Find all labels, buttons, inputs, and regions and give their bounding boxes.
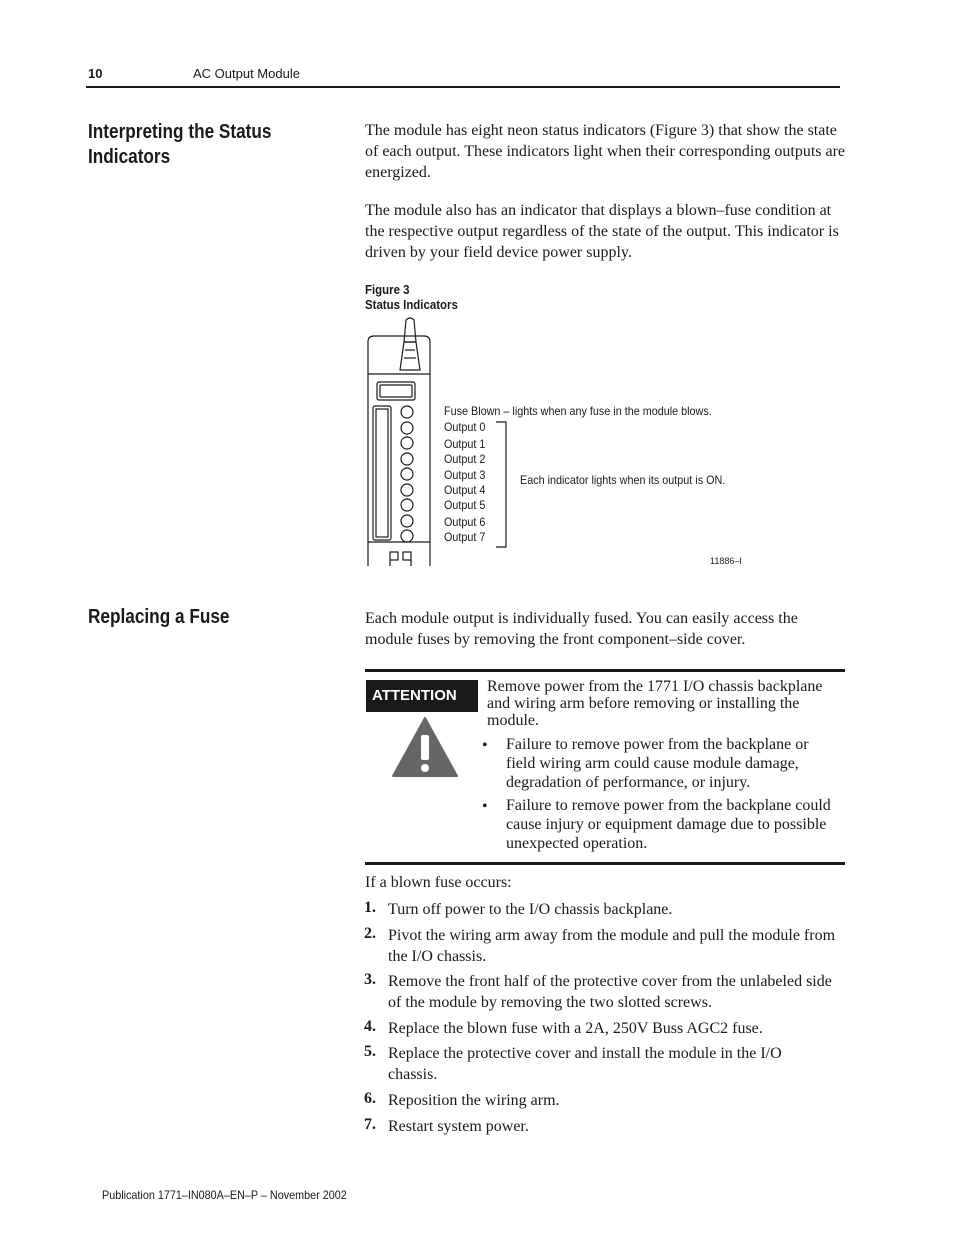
attention-badge: ATTENTION [366,680,478,712]
step-text: Restart system power. [388,1118,529,1135]
output-label: Output 6 [444,515,486,529]
figure-caption [365,282,458,312]
step-number: 2. [364,925,376,942]
output-label: Output 4 [444,483,486,497]
attention-top-rule [365,669,845,672]
step-number: 7. [364,1116,376,1133]
attention-intro: Remove power from the 1771 I/O chassis backplane and wiring arm before removing or installing the module. [487,678,823,729]
output-label: Output 5 [444,498,486,512]
output-label: Output 1 [444,437,486,451]
figure-title: Status Indicators [365,297,458,312]
step-text: Pivot the wiring arm away from the module and pull the module from the I/O chassis. [388,927,836,965]
paragraph: Each module output is individually fused. You can easily access the module fuses by removing the front component–side cover. [365,610,798,648]
warning-triangle-icon [391,715,459,779]
paragraph: The module also has an indicator that displays a blown–fuse condition at the respective output regardless of the state of the output. This indicator is driven by your field device power supply. [365,202,839,261]
section-heading-replacing-fuse: Replacing a Fuse [88,606,230,628]
heading-line: Interpreting the Status [88,121,272,143]
section-heading-status-indicators [88,120,312,170]
step-text: Replace the protective cover and install the module in the I/O chassis. [388,1045,782,1083]
step-text: Replace the blown fuse with a 2A, 250V Buss AGC2 fuse. [388,1020,763,1037]
step-number: 1. [364,899,376,916]
publication-footer: Publication 1771–IN080A–EN–P – November 2002 [102,1188,347,1202]
header-rule [86,86,840,88]
fuse-blown-label: Fuse Blown – lights when any fuse in the module blows. [444,404,712,418]
procedure-intro: If a blown fuse occurs: [365,874,512,891]
output-bracket [494,420,510,550]
output-label: Output 0 [444,420,486,434]
output-bracket-label: Each indicator lights when its output is ON. [520,473,726,487]
step-text: Turn off power to the I/O chassis backplane. [388,901,673,918]
page-number: 10 [88,66,103,81]
output-label: Output 2 [444,452,486,466]
step-number: 5. [364,1043,376,1060]
output-label: Output 7 [444,530,486,544]
paragraph: The module has eight neon status indicators (Figure 3) that show the state of each output. These indicators light when their corresponding outputs are energized. [365,122,846,181]
attention-bullet: Failure to remove power from the backplane or field wiring arm could cause module damage, degradation of performance, or injury. [506,736,809,791]
attention-bullet: Failure to remove power from the backplane could cause injury or equipment damage due to possible unexpected operation. [506,797,831,852]
step-number: 6. [364,1090,376,1107]
step-text: Remove the front half of the protective cover from the unlabeled side of the module by removing the two slotted screws. [388,973,832,1011]
bullet-icon: • [482,737,488,754]
step-number: 3. [364,971,376,988]
running-header-title: AC Output Module [193,66,300,81]
step-number: 4. [364,1018,376,1035]
heading-line: Indicators [88,146,171,168]
figure-id: 11886–I [710,556,742,566]
bullet-icon: • [482,798,488,815]
step-text: Reposition the wiring arm. [388,1092,560,1109]
attention-bottom-rule [365,862,845,865]
output-label: Output 3 [444,468,486,482]
figure-number: Figure 3 [365,282,410,297]
